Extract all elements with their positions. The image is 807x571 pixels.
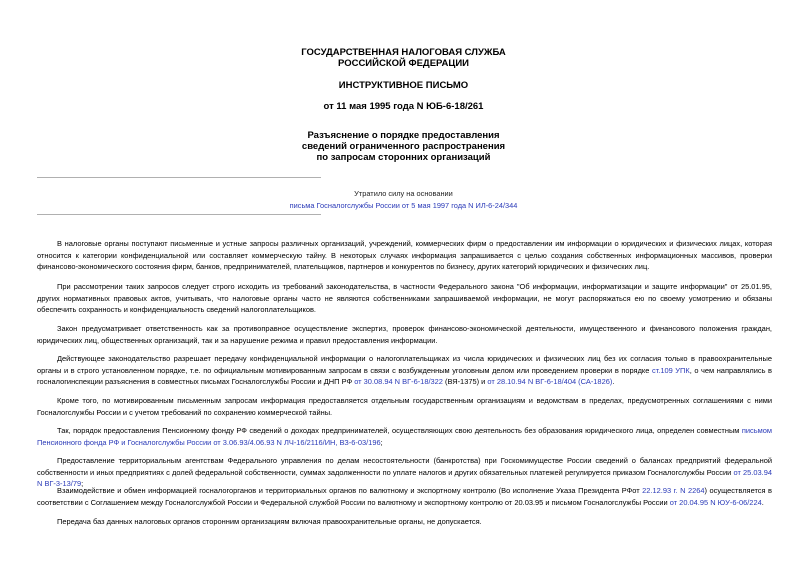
document-date-number: от 11 мая 1995 года N ЮБ-6-18/261 bbox=[323, 101, 484, 112]
paragraph-9: Передача баз данных налоговых органов сторонним организациям включая правоохранительные органы, не допускается. bbox=[57, 517, 482, 526]
order-250394-link[interactable]: от 25.03.94 N ВГ-3-13/79 bbox=[37, 467, 772, 489]
letter-281094-link[interactable]: от 28.10.94 N ВГ-6-18/404 (СА-1826) bbox=[487, 377, 613, 387]
paragraph-3: Закон предусматривает ответственность как за противоправное осуществление экспертиз, проверок финансово-экономической деятельности, имущественного и финансового положения граждан, юридических лиц, общественных организаций, так и за нарушение режима и правил предоставления информации. bbox=[37, 324, 772, 345]
paragraph-8: Взаимодействие и обмен информацией госналогорганов и территориальных органов по валютному и экспортному контролю (Во исполнение Указа Президента РФот 22.12.93 г. N 2264) осуществляется в соответствии с Соглашением между Госналогслужбой России и Федеральной службой России по валютному и экспортному контролю от 20.03.95 и письмом Госналогслужбы России от 20.04.95 N ЮУ-6-06/224. bbox=[37, 486, 773, 507]
paragraph-6: Так, порядок предоставления Пенсионному фонду РФ сведений о доходах предпринимателей, осуществляющих свою деятельность без образования юридического лица, определен совместным письмом Пенсионного фонда РФ и Госналогслужбы России от 3.06.93/4.06.93 N ЛЧ-16/2116/ИН, ВЗ-6-03/196; bbox=[37, 426, 772, 447]
divider-bottom bbox=[37, 214, 321, 215]
paragraph-2: При рассмотрении таких запросов следует строго исходить из требований законодательства, в частности Федерального закона "Об информации, информатизации и защите информации" от 25.01.95, других нормативных правовых актов, учитывать, что налоговые органы часто не являются собственниками запрашиваемой информации, не могут распоряжаться ею по своему усмотрению и обязаны обеспечить сохранность и конфиденциальность сведений налогоплательщиков. bbox=[37, 282, 772, 315]
document-subject: Разъяснение о порядке предоставления сведений ограниченного распространения по запросам сторонних организаций bbox=[301, 130, 506, 163]
paragraph-7: Предоставление территориальным агентствам Федерального управления по делам несостоятельности (банкротства) при Госкомимуществе России сведений о балансах предприятий федеральной собственности и иных предприятиях с долей федеральной собственности, суммах задолженности по уплате налогов и других обязательных платежей регулируется приказом Госналогслужбы России от 25.03.94 N ВГ-3-13/79; bbox=[37, 456, 772, 489]
repeal-letter-link[interactable]: письма Госналогслужбы России от 5 мая 1997 года N ИЛ-6-24/344 bbox=[289, 201, 518, 210]
paragraph-1: В налоговые органы поступают письменные и устные запросы различных организаций, учреждений, коммерческих фирм о предоставлении им информации о юридических и физических лицах, которая относится к категории конфиденциальной или составляет коммерческую тайну. В некоторых случаях информация запрашивается с целью создания собственных информационных массивов, проверки финансово-экономического состояния фирм, банков, предпринимателей, плательщиков, партнеров и конкурентов по бизнесу, других категорий юридических и физических лиц. bbox=[37, 239, 772, 272]
presidential-decree-link[interactable]: 22.12.93 г. N 2264 bbox=[642, 486, 705, 495]
letter-300894-link[interactable]: от 30.08.94 N ВГ-6-18/322 bbox=[354, 377, 443, 387]
pension-fund-letter-link[interactable]: письмом Пенсионного фонда РФ и Госналогслужбы России от 3.06.93/4.06.93 N ЛЧ-16/2116/ИН, ВЗ-6-03/196 bbox=[37, 426, 772, 447]
letter-200495-link[interactable]: от 20.04.95 N ЮУ-6-06/224 bbox=[669, 497, 762, 507]
status-note: Утратило силу на основании письма Госналогслужбы России от 5 мая 1997 года N ИЛ-6-24/344 bbox=[289, 189, 518, 210]
document-type: ИНСТРУКТИВНОЕ ПИСЬМО bbox=[338, 80, 469, 91]
agency-name: ГОСУДАРСТВЕННАЯ НАЛОГОВАЯ СЛУЖБА РОССИЙСКОЙ ФЕДЕРАЦИИ bbox=[301, 47, 506, 69]
paragraph-4: Действующее законодательство разрешает передачу конфиденциальной информации о налогоплательщиках из числа юридических и физических лиц без их согласия только в правоохранительные органы и в строго установленном порядке, т.е. по официальным мотивированным запросам в связи с возбужденным уголовным делом или проведением проверки в порядке ст.109 УПК, о чем направлялись в госналогинспекции разъяснения в совместных письмах Госналогслужбы России и ДНП РФ от 30.08.94 N ВГ-6-18/322 (ВЯ-1375) и от 28.10.94 N ВГ-6-18/404 (СА-1826). bbox=[37, 354, 772, 387]
paragraph-5: Кроме того, по мотивированным письменным запросам информация предоставляется отдельным государственным организациям и ведомствам в пределах, предусмотренных соглашениями с ними Госналогслужбы России и с учетом требований по сохранению коммерческой тайны. bbox=[37, 396, 772, 417]
divider-top bbox=[37, 177, 321, 178]
upk-article-link[interactable]: ст.109 УПК bbox=[651, 365, 690, 375]
